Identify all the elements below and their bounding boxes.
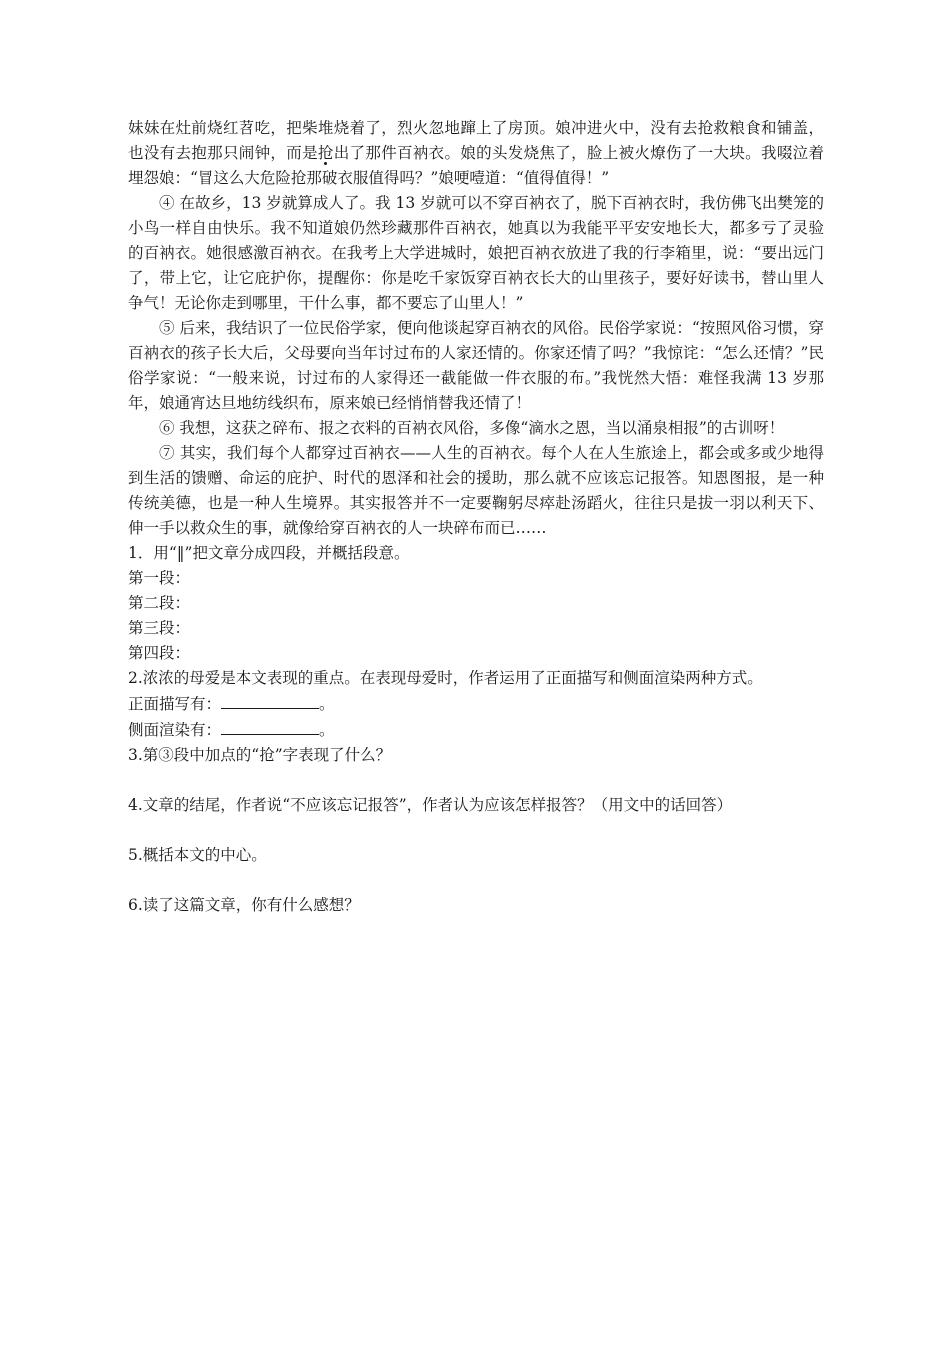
paragraph-6: ⑥ 我想，这获之碎布、报之衣料的百衲衣风俗，多像“滴水之恩，当以涌泉相报”的古训呀！	[159, 419, 785, 437]
question-2-direct-line	[128, 691, 824, 717]
question-6: 6.读了这篇文章，你有什么感想？	[128, 896, 360, 914]
period: 。	[319, 721, 335, 739]
question-1-section-2: 第二段：	[128, 594, 191, 612]
paragraph-text: 妹妹在灶前烧红苕吃，把柴堆烧着了，烈火忽地蹿上了房顶。娘冲进火中，没有去抢救粮食和铺盖，也没有去抱那只闹钟，而是	[128, 119, 824, 162]
paragraph-4: ④ 在故乡，13 岁就算成人了。我 13 岁就可以不穿百衲衣了，脱下百衲衣时，我仿佛飞出樊笼的小鸟一样自由快乐。我不知道娘仍然珍藏那件百衲衣，她真以为我能平平安安地长大，都多亏了灵验的百衲衣。她很感激百衲衣。在我考上大学进城时，娘把百衲衣放进了我的行李箱里，说：“要出远门了，带上它，让它庇护你，提醒你：你是吃千家饭穿百衲衣长大的山里孩子，要好好读书，替山里人争气！无论你走到哪里，干什么事，都不要忘了山里人！”	[128, 194, 824, 312]
question-3: 3.第③段中加点的“抢”字表现了什么？	[128, 746, 392, 764]
paragraph-3-continued	[128, 116, 824, 191]
answer-blank[interactable]	[221, 691, 319, 709]
emphasized-character: 抢	[317, 144, 334, 162]
paragraph-5: ⑤ 后来，我结识了一位民俗学家，便向他谈起穿百衲衣的风俗。民俗学家说：“按照风俗习惯，穿百衲衣的孩子长大后，父母要向当年讨过布的人家还情的。你家还情了吗？”我惊诧：“怎么还情？”民俗学家说：“一般来说，讨过布的人家得还一截能做一件衣服的布。”我恍然大悟：难怪我满 13 岁那年，娘通宵达旦地纺线织布，原来娘已经悄悄替我还情了！	[128, 319, 824, 412]
question-2-indirect-line	[128, 717, 824, 743]
paragraph-7: ⑦ 其实，我们每个人都穿过百衲衣——人生的百衲衣。每个人在人生旅途上，都会或多或少地得到生活的馈赠、命运的庇护、时代的恩泽和社会的援助，那么就不应该忘记报答。知恩图报，是一种传统美德，也是一种人生境界。其实报答并不一定要鞠躬尽瘁赴汤蹈火，往往只是拔一羽以利天下、伸一手以救众生的事，就像给穿百衲衣的人一块碎布而已……	[128, 444, 824, 537]
question-4: 4.文章的结尾，作者说“不应该忘记报答”，作者认为应该怎样报答？（用文中的话回答）	[128, 796, 733, 814]
question-1-section-3: 第三段：	[128, 619, 191, 637]
question-1: 1．用“‖”把文章分成四段，并概括段意。	[128, 544, 410, 562]
question-2: 2.浓浓的母爱是本文表现的重点。在表现母爱时，作者运用了正面描写和侧面渲染两种方式。	[128, 669, 763, 687]
answer-blank[interactable]	[221, 717, 319, 735]
direct-description-label: 正面描写有：	[128, 695, 222, 713]
paragraph-text: 出了那件百衲衣。娘的头发烧焦了，脸上被火燎伤了一大块。我啜泣着埋怨娘：“冒这么大危险抢那破衣服值得吗？”娘哽噎道：“值得值得！”	[128, 144, 824, 187]
document-page	[128, 116, 824, 918]
period: 。	[319, 695, 335, 713]
question-1-section-4: 第四段：	[128, 644, 191, 662]
indirect-description-label: 侧面渲染有：	[128, 721, 222, 739]
question-5: 5.概括本文的中心。	[128, 846, 267, 864]
question-1-section-1: 第一段：	[128, 569, 191, 587]
